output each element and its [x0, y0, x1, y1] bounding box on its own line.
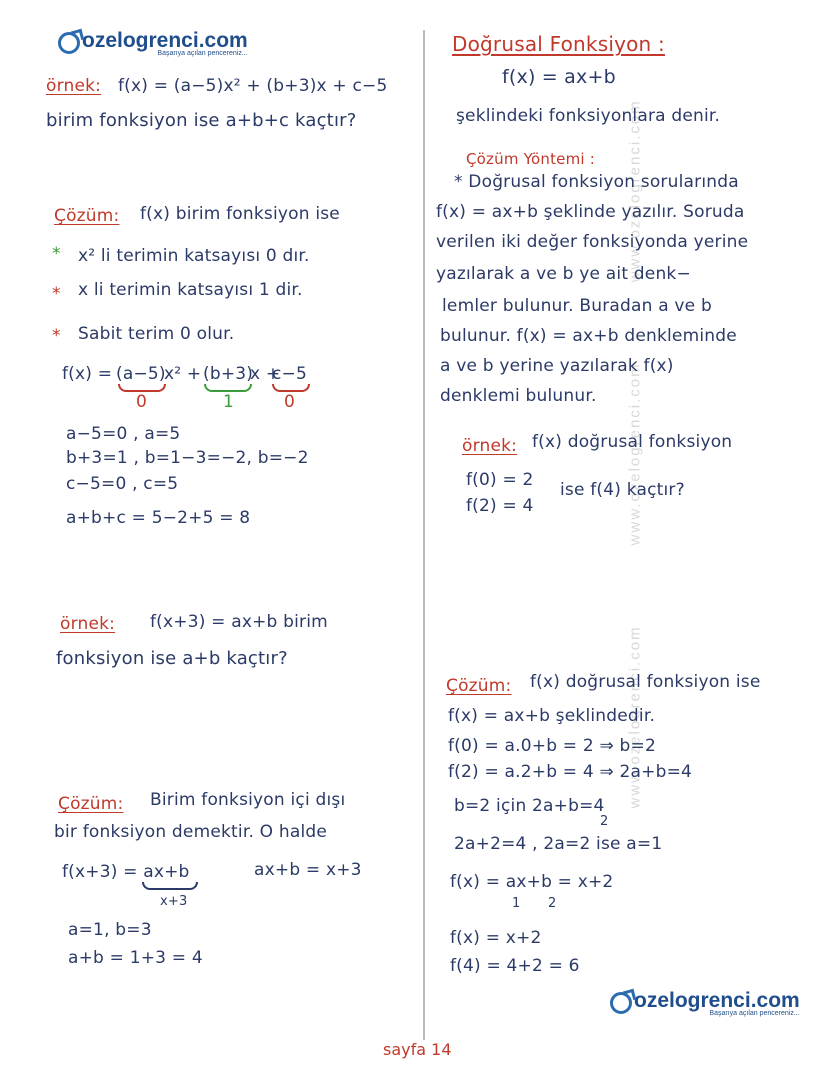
bullet2-text: x li terimin katsayısı 1 dir. — [78, 280, 303, 300]
expr-prefix: f(x) = — [62, 364, 113, 384]
expr-x: x + — [250, 364, 281, 384]
example3-question: ise f(4) kaçtır? — [560, 480, 685, 500]
bullet3-star: * — [52, 326, 61, 346]
method-label: Çözüm Yöntemi : — [466, 150, 595, 168]
solution2-label: Çözüm: — [58, 794, 124, 814]
solution3-label: Çözüm: — [446, 676, 512, 696]
logo-top — [58, 30, 248, 57]
logo-text: ozelogrenci.com — [82, 29, 248, 52]
method-line-3: verilen iki değer fonksiyonda yerine — [436, 232, 749, 252]
example3-line1: f(x) doğrusal fonksiyon — [532, 432, 733, 452]
example2-line2: fonksiyon ise a+b kaçtır? — [56, 648, 288, 669]
example1-label: örnek: — [46, 76, 102, 96]
example2-line1: f(x+3) = ax+b birim — [150, 612, 328, 632]
example1-line2: birim fonksiyon ise a+b+c kaçtır? — [46, 110, 357, 131]
solution2-line3b: ax+b = x+3 — [254, 860, 362, 880]
method-line-4: yazılarak a ve b ye ait denk− — [436, 264, 691, 284]
page-number: sayfa 14 — [383, 1040, 452, 1059]
method-line-6: bulunur. f(x) = ax+b denkleminde — [440, 326, 737, 346]
brace-a — [118, 384, 166, 392]
logo-tagline: Başarıya açılan pencereniz... — [157, 50, 248, 57]
expr-b: (b+3) — [203, 364, 254, 384]
solution3-line5: b=2 için 2a+b=4 — [454, 796, 605, 816]
bullet1-text: x² li terimin katsayısı 0 dır. — [78, 246, 310, 266]
bullet3-text: Sabit terim 0 olur. — [78, 324, 235, 344]
bullet1-star: * — [52, 244, 61, 264]
solution2-line5: a+b = 1+3 = 4 — [68, 948, 203, 968]
logo-text: ozelogrenci.com — [634, 989, 800, 1012]
method-line-8: denklemi bulunur. — [440, 386, 597, 406]
solution3-line7-sub1: 1 — [512, 896, 521, 911]
section-title: Doğrusal Fonksiyon : — [452, 32, 665, 56]
logo-mark-icon — [58, 32, 80, 54]
eq4: a+b+c = 5−2+5 = 8 — [66, 508, 251, 528]
example3-label: örnek: — [462, 436, 518, 456]
logo-mark-icon — [610, 992, 632, 1014]
expr-a: (a−5) — [116, 364, 166, 384]
logo-tagline: Başarıya açılan pencereniz... — [709, 1010, 800, 1017]
solution1-label: Çözüm: — [54, 206, 120, 226]
example3-given2: f(2) = 4 — [466, 496, 534, 516]
solution3-line6: 2a+2=4 , 2a=2 ise a=1 — [454, 834, 663, 854]
logo-bottom — [610, 990, 800, 1017]
solution3-line7-sub2: 2 — [548, 896, 557, 911]
method-line-1: * Doğrusal fonksiyon sorularında — [454, 172, 739, 192]
bullet2-star: * — [52, 284, 61, 304]
eq1: a−5=0 , a=5 — [66, 424, 181, 444]
example2-label: örnek: — [60, 614, 116, 634]
method-line-7: a ve b yerine yazılarak f(x) — [440, 356, 674, 376]
section-formula: f(x) = ax+b — [502, 66, 616, 88]
section-definition: şeklindeki fonksiyonlara denir. — [456, 106, 721, 126]
watermark: www.ozelogrenci.comwww.ozelogrenci.comwww.ozelogrenci.com — [626, 99, 644, 809]
solution3-line8: f(x) = x+2 — [450, 928, 542, 948]
under-b: 1 — [223, 392, 235, 412]
brace-b — [204, 384, 252, 392]
solution3-line5-sub: 2 — [600, 814, 609, 829]
solution3-line9: f(4) = 4+2 = 6 — [450, 956, 580, 976]
under-a: 0 — [136, 392, 148, 412]
solution2-line1: Birim fonksiyon içi dışı — [150, 790, 346, 810]
brace-c — [272, 384, 310, 392]
solution2-line2: bir fonksiyon demektir. O halde — [54, 822, 328, 842]
solution2-under: x+3 — [160, 894, 188, 909]
under-c: 0 — [284, 392, 296, 412]
eq2: b+3=1 , b=1−3=−2, b=−2 — [66, 448, 309, 468]
expr-x2: x² + — [164, 364, 202, 384]
eq3: c−5=0 , c=5 — [66, 474, 179, 494]
solution3-line7: f(x) = ax+b = x+2 — [450, 872, 614, 892]
solution3-line4: f(2) = a.2+b = 4 ⇒ 2a+b=4 — [448, 762, 693, 782]
method-line-5: lemler bulunur. Buradan a ve b — [442, 296, 712, 316]
column-divider — [423, 30, 425, 1040]
method-line-2: f(x) = ax+b şeklinde yazılır. Soruda — [436, 202, 745, 222]
solution2-line4: a=1, b=3 — [68, 920, 152, 940]
brace-ax-b — [142, 882, 198, 890]
example1-line1: f(x) = (a−5)x² + (b+3)x + c−5 — [118, 76, 388, 96]
solution3-line2: f(x) = ax+b şeklindedir. — [448, 706, 656, 726]
solution3-line1: f(x) doğrusal fonksiyon ise — [530, 672, 761, 692]
solution1-intro: f(x) birim fonksiyon ise — [140, 204, 340, 224]
example3-given1: f(0) = 2 — [466, 470, 534, 490]
solution3-line3: f(0) = a.0+b = 2 ⇒ b=2 — [448, 736, 656, 756]
solution2-line3a: f(x+3) = ax+b — [62, 862, 190, 882]
expr-c: c−5 — [272, 364, 308, 384]
